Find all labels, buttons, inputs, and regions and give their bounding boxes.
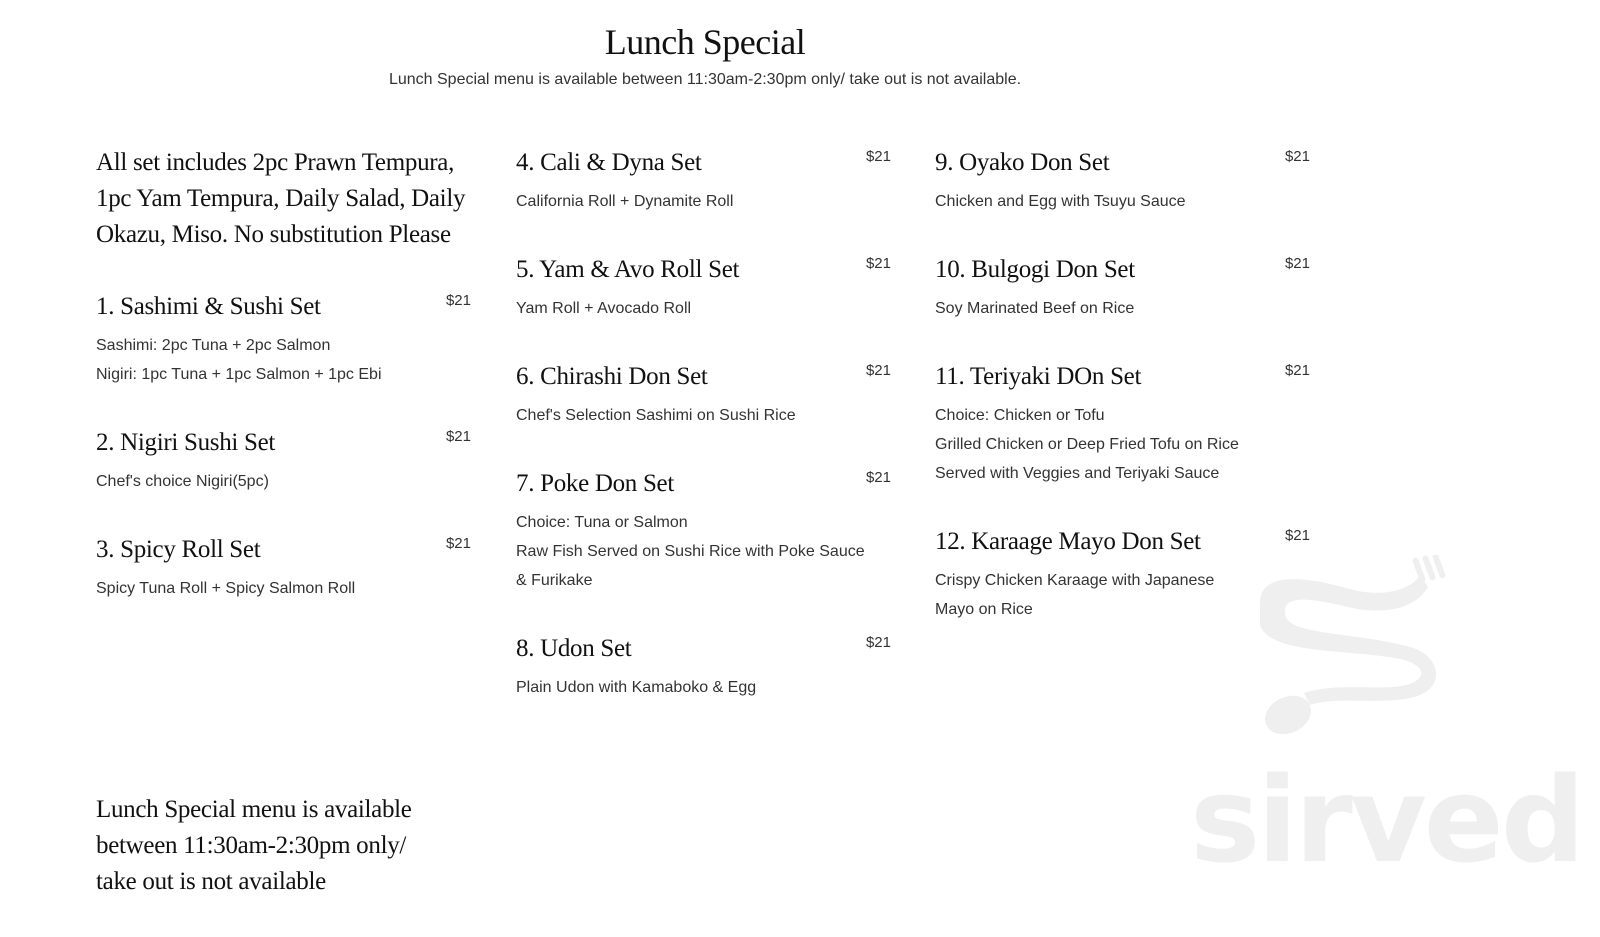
item-description — [96, 467, 471, 496]
item-name: 5. Yam & Avo Roll Set — [516, 256, 740, 283]
item-price: $21 — [1284, 527, 1310, 544]
item-price: $21 — [1284, 362, 1310, 379]
menu-item-cali-dyna-set — [516, 145, 891, 216]
item-description-line: Nigiri: 1pc Tuna + 1pc Salmon + 1pc Ebi — [96, 366, 382, 383]
item-name: 4. Cali & Dyna Set — [516, 149, 702, 176]
menu-item-bulgogi-don-set — [935, 252, 1310, 323]
item-description — [935, 566, 1310, 624]
item-price: $21 — [1284, 148, 1310, 165]
item-description — [516, 508, 891, 595]
item-name: 9. Oyako Don Set — [935, 149, 1110, 176]
item-description — [935, 294, 1310, 323]
menu-item-oyako-don-set — [935, 145, 1310, 216]
item-price: $21 — [445, 535, 471, 552]
item-name: 8. Udon Set — [516, 635, 632, 662]
item-description-line: & Furikake — [516, 572, 593, 589]
item-price: $21 — [865, 148, 891, 165]
item-name: 11. Teriyaki DOn Set — [935, 363, 1142, 390]
item-description — [96, 331, 471, 389]
menu-item-yam-avo-roll-set — [516, 252, 891, 323]
menu-item-chirashi-don-set — [516, 359, 891, 430]
menu-item-sashimi-sushi-set — [96, 289, 471, 389]
item-description-line: Spicy Tuna Roll + Spicy Salmon Roll — [96, 580, 356, 597]
item-description-line: Sashimi: 2pc Tuna + 2pc Salmon — [96, 337, 331, 354]
watermark-text: sirved — [1190, 751, 1583, 889]
item-description-line: Choice: Chicken or Tofu — [935, 407, 1105, 424]
item-price: $21 — [865, 255, 891, 272]
item-description — [96, 574, 471, 603]
item-description-line: Served with Veggies and Teriyaki Sauce — [935, 465, 1220, 482]
set-includes-note: All set includes 2pc Prawn Tempura, 1pc Yam Tempura, Daily Salad, Daily Okazu, Miso. No substitution Please — [96, 149, 466, 248]
item-name: 6. Chirashi Don Set — [516, 363, 708, 390]
item-description-line: Chef's Selection Sashimi on Sushi Rice — [516, 407, 796, 424]
page-header — [0, 18, 1410, 90]
item-description-line: Plain Udon with Kamaboko & Egg — [516, 679, 757, 696]
menu-item-teriyaki-don-set — [935, 359, 1310, 488]
item-description-line: California Roll + Dynamite Roll — [516, 193, 734, 210]
footer-availability-note: Lunch Special menu is available between 11:30am-2:30pm only/ take out is not available — [96, 796, 412, 895]
item-name: 3. Spicy Roll Set — [96, 536, 261, 563]
menu-item-spicy-roll-set — [96, 532, 471, 603]
item-description-line: Soy Marinated Beef on Rice — [935, 300, 1135, 317]
menu-column-2 — [516, 145, 891, 738]
item-price: $21 — [865, 634, 891, 651]
item-price: $21 — [865, 362, 891, 379]
item-description — [516, 294, 891, 323]
item-name: 10. Bulgogi Don Set — [935, 256, 1135, 283]
item-description — [935, 187, 1310, 216]
item-description — [516, 673, 891, 702]
menu-item-udon-set — [516, 631, 891, 702]
page-subtitle: Lunch Special menu is available between 11:30am-2:30pm only/ take out is not available. — [388, 71, 1022, 88]
item-description-line: Crispy Chicken Karaage with Japanese — [935, 572, 1215, 589]
item-price: $21 — [445, 428, 471, 445]
item-name: 7. Poke Don Set — [516, 470, 675, 497]
item-description — [516, 187, 891, 216]
menu-item-karaage-mayo-don-set — [935, 524, 1310, 624]
item-price: $21 — [865, 469, 891, 486]
item-price: $21 — [445, 292, 471, 309]
item-description — [516, 401, 891, 430]
item-description-line: Mayo on Rice — [935, 601, 1033, 618]
item-description-line: Grilled Chicken or Deep Fried Tofu on Rice — [935, 436, 1239, 453]
item-price: $21 — [1284, 255, 1310, 272]
item-description-line: Yam Roll + Avocado Roll — [516, 300, 692, 317]
item-name: 1. Sashimi & Sushi Set — [96, 293, 321, 320]
menu-column-3 — [935, 145, 1310, 660]
item-description-line: Raw Fish Served on Sushi Rice with Poke Sauce — [516, 543, 865, 560]
item-description-line: Chicken and Egg with Tsuyu Sauce — [935, 193, 1186, 210]
item-name: 12. Karaage Mayo Don Set — [935, 528, 1201, 555]
item-description-line: Choice: Tuna or Salmon — [516, 514, 688, 531]
menu-item-poke-don-set — [516, 466, 891, 595]
item-name: 2. Nigiri Sushi Set — [96, 429, 276, 456]
page-title: Lunch Special — [604, 22, 806, 62]
menu-column-1 — [96, 145, 471, 639]
item-description-line: Chef's choice Nigiri(5pc) — [96, 473, 269, 490]
item-description — [935, 401, 1310, 488]
menu-item-nigiri-sushi-set — [96, 425, 471, 496]
